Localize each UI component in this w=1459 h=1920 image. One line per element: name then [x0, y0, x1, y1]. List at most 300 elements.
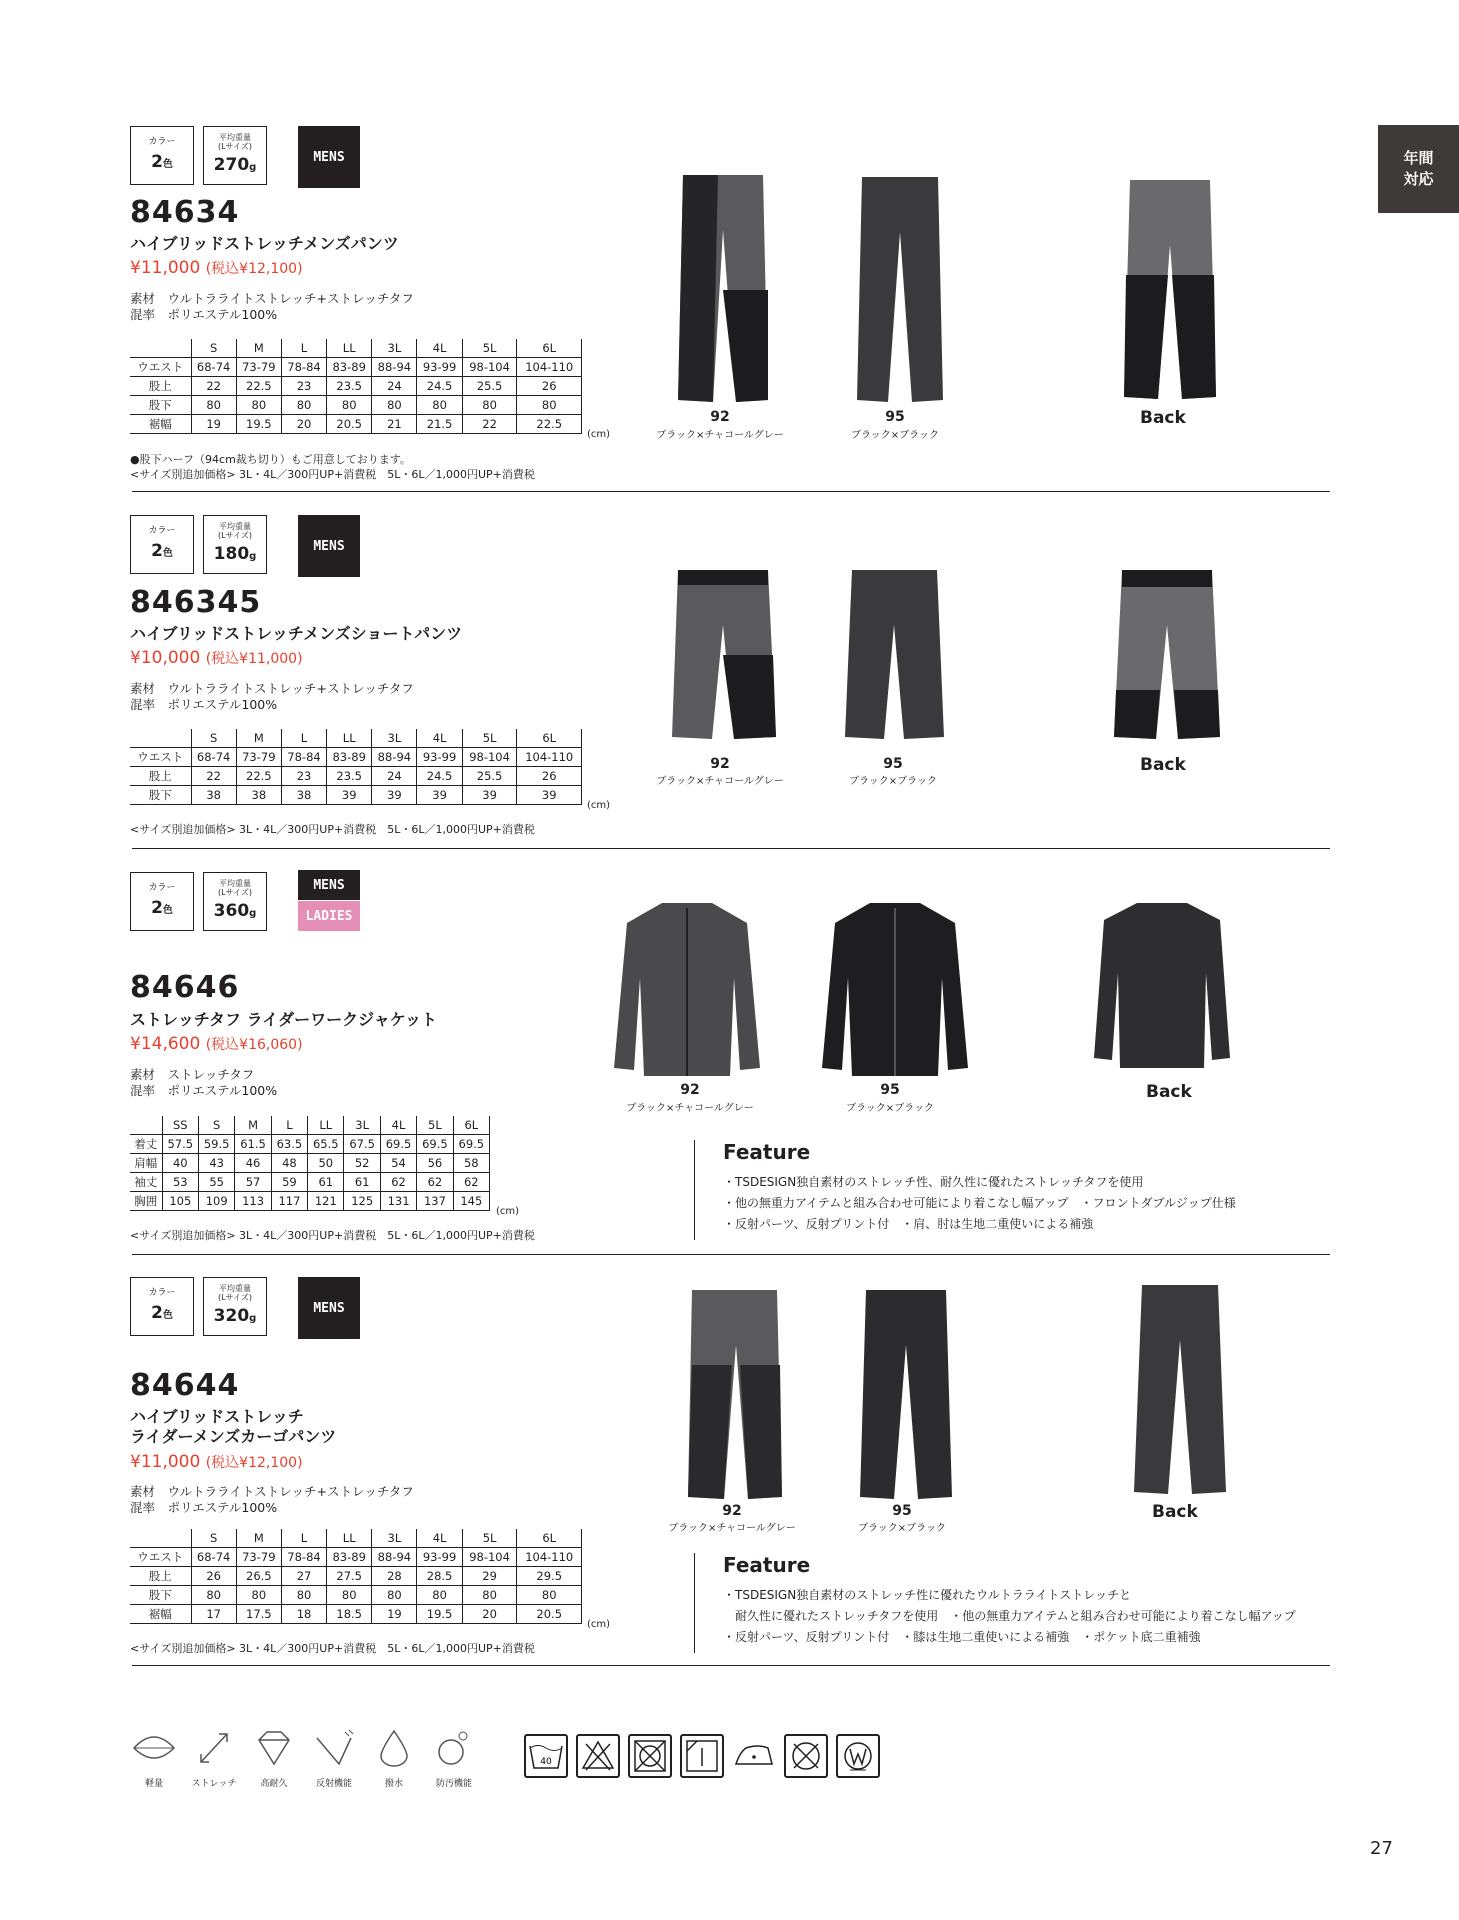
color-count-box — [130, 126, 194, 185]
material-value: ストレッチタフ — [167, 1067, 255, 1082]
size-cell: 22.5 — [517, 415, 582, 434]
size-cell: 28.5 — [417, 1567, 462, 1586]
blend-value: ポリエステル100% — [167, 1083, 278, 1098]
size-cell: 62 — [453, 1173, 489, 1192]
size-cell: 24 — [372, 377, 417, 396]
feature-line: ・TSDESIGN独自素材のストレッチ性、耐久性に優れたストレッチタフを使用 — [723, 1175, 1144, 1189]
size-cell: 93-99 — [417, 358, 462, 377]
price: ¥11,000 — [130, 258, 201, 278]
size-cell: 80 — [327, 396, 372, 415]
size-cell: 19 — [191, 415, 236, 434]
diamond-icon — [244, 1728, 304, 1789]
price-tax: (税込¥12,100) — [205, 1455, 303, 1471]
season-tab — [1378, 125, 1459, 213]
wet-clean-icon — [836, 1734, 880, 1778]
product-code: 84646 — [130, 970, 240, 1005]
size-cell: 61 — [308, 1173, 344, 1192]
size-cell: 59 — [271, 1173, 307, 1192]
size-cell: 39 — [517, 786, 582, 805]
line-dry-shade-icon — [680, 1734, 724, 1778]
row-label: ウエスト — [130, 1548, 191, 1567]
size-cell: 98-104 — [462, 358, 517, 377]
table-row — [130, 1605, 582, 1624]
icon-label: 撥水 — [384, 1779, 403, 1789]
table-row — [130, 358, 582, 377]
wash-temp: 40 — [540, 1757, 552, 1767]
row-label: 着丈 — [130, 1135, 162, 1154]
size-cell: 73-79 — [236, 748, 281, 767]
size-header: 5L — [462, 339, 517, 358]
feature-line: ・他の無重力アイテムと組み合わせ可能により着こなし幅アップ ・フロントダブルジップ仕様 — [723, 1196, 1236, 1210]
feature-line: 耐久性に優れたストレッチタフを使用 ・他の無重力アイテムと組み合わせ可能により着こなし幅アップ — [723, 1609, 1296, 1623]
size-cell: 73-79 — [236, 358, 281, 377]
table-row — [130, 377, 582, 396]
size-cell: 20 — [462, 1605, 517, 1624]
weight-box — [203, 126, 267, 185]
weight-label: 平均重量 — [219, 1284, 251, 1293]
blend-value: ポリエステル100% — [167, 1500, 278, 1515]
material-info — [130, 1484, 414, 1516]
size-cell: 98-104 — [462, 1548, 517, 1567]
size-header: M — [236, 1529, 281, 1548]
price-tax: (税込¥12,100) — [205, 261, 303, 277]
size-cell: 19 — [372, 1605, 417, 1624]
pants-95-image — [850, 172, 950, 410]
row-label: 股上 — [130, 1567, 191, 1586]
size-header: 6L — [517, 1529, 582, 1548]
wash-40-icon — [524, 1734, 568, 1778]
size-cell: 109 — [198, 1192, 234, 1211]
table-corner — [130, 1116, 162, 1135]
back-label: Back — [1140, 408, 1186, 428]
color-name: ブラック×チャコールグレー — [668, 1523, 796, 1534]
size-cell: 57 — [235, 1173, 271, 1192]
weight-size-label: (Lサイズ) — [217, 888, 253, 897]
table-row — [130, 1154, 490, 1173]
size-cell: 104-110 — [517, 748, 582, 767]
size-header: M — [236, 729, 281, 748]
color-num: 95 — [883, 756, 903, 772]
row-label: 袖丈 — [130, 1173, 162, 1192]
color-count-box — [130, 872, 194, 931]
size-cell: 68-74 — [191, 748, 236, 767]
icon-label: ストレッチ — [191, 1779, 237, 1789]
unit-cm: (cm) — [587, 800, 611, 811]
color-name: ブラック×ブラック — [858, 1523, 946, 1534]
size-cell: 46 — [235, 1154, 271, 1173]
feature-title: Feature — [723, 1553, 811, 1577]
product-name: ストレッチタフ ライダーワークジャケット — [130, 1010, 438, 1029]
size-cell: 88-94 — [372, 748, 417, 767]
color-num: 92 — [710, 756, 730, 772]
color-num: 95 — [880, 1082, 900, 1098]
size-cell: 63.5 — [271, 1135, 307, 1154]
size-cell: 58 — [453, 1154, 489, 1173]
blend-label: 混率 — [130, 1083, 156, 1098]
jacket-92-image — [612, 898, 762, 1083]
product-price — [130, 258, 303, 278]
table-corner — [130, 339, 191, 358]
no-dry-clean-icon — [784, 1734, 828, 1778]
table-row — [130, 786, 582, 805]
reflective-icon — [304, 1728, 364, 1789]
color-unit: 色 — [162, 159, 173, 170]
size-cell: 28 — [372, 1567, 417, 1586]
size-cell: 39 — [417, 786, 462, 805]
divider — [132, 1254, 1330, 1255]
weight-label: 平均重量 — [219, 879, 251, 888]
color-name: ブラック×ブラック — [849, 776, 937, 787]
size-cell: 25.5 — [462, 767, 517, 786]
feature-block — [694, 1140, 1236, 1240]
jacket-back-image — [1092, 898, 1232, 1073]
table-row — [130, 1567, 582, 1586]
size-cell: 73-79 — [236, 1548, 281, 1567]
size-cell: 38 — [281, 786, 326, 805]
row-label: ウエスト — [130, 748, 191, 767]
size-cell: 80 — [236, 396, 281, 415]
note-line: <サイズ別追加価格> 3L・4L／300円UP+消費税 5L・6L／1,000円UP+消費税 — [130, 1229, 535, 1242]
size-table — [130, 1116, 490, 1211]
size-cell: 80 — [327, 1586, 372, 1605]
size-cell: 62 — [417, 1173, 453, 1192]
feature-block — [694, 1553, 1296, 1653]
weight-value: 270 — [213, 155, 250, 175]
cargo-95-image — [856, 1285, 956, 1505]
product-name-line2: ライダーメンズカーゴパンツ — [130, 1427, 337, 1446]
weight-value: 180 — [213, 544, 250, 564]
size-cell: 17.5 — [236, 1605, 281, 1624]
size-cell: 29 — [462, 1567, 517, 1586]
blend-value: ポリエステル100% — [167, 697, 278, 712]
season-tab-line2: 対応 — [1403, 170, 1434, 188]
size-cell: 80 — [517, 396, 582, 415]
weight-box — [203, 515, 267, 574]
size-cell: 65.5 — [308, 1135, 344, 1154]
size-cell: 93-99 — [417, 748, 462, 767]
size-cell: 23 — [281, 767, 326, 786]
size-header: S — [198, 1116, 234, 1135]
size-cell: 23.5 — [327, 377, 372, 396]
color-name: ブラック×チャコールグレー — [656, 430, 784, 441]
jacket-95-image — [820, 898, 970, 1083]
unit-cm: (cm) — [587, 429, 611, 440]
color-label: カラー — [148, 526, 176, 536]
size-header: 6L — [517, 729, 582, 748]
size-header: 3L — [344, 1116, 380, 1135]
size-header: L — [281, 1529, 326, 1548]
color-name: ブラック×ブラック — [851, 430, 939, 441]
stretch-icon — [184, 1728, 244, 1789]
size-cell: 24.5 — [417, 377, 462, 396]
size-cell: 18 — [281, 1605, 326, 1624]
size-header: LL — [327, 1529, 372, 1548]
no-tumble-dry-icon — [628, 1734, 672, 1778]
weight-unit: g — [249, 1313, 257, 1324]
price: ¥14,600 — [130, 1034, 201, 1054]
feature-title: Feature — [723, 1140, 811, 1164]
size-cell: 25.5 — [462, 377, 517, 396]
material-value: ウルトラライトストレッチ+ストレッチタフ — [167, 681, 414, 696]
size-cell: 39 — [327, 786, 372, 805]
size-cell: 78-84 — [281, 358, 326, 377]
weight-unit: g — [249, 162, 257, 173]
blend-value: ポリエステル100% — [167, 307, 278, 322]
size-header: 4L — [417, 339, 462, 358]
mens-badge: MENS — [298, 870, 360, 900]
blend-label: 混率 — [130, 697, 156, 712]
product-name: ハイブリッドストレッチメンズショートパンツ — [130, 624, 463, 643]
size-cell: 62 — [380, 1173, 416, 1192]
size-cell: 39 — [462, 786, 517, 805]
size-cell: 26 — [191, 1567, 236, 1586]
size-cell: 52 — [344, 1154, 380, 1173]
row-label: 裾幅 — [130, 415, 191, 434]
size-cell: 53 — [162, 1173, 198, 1192]
table-row — [130, 1173, 490, 1192]
size-cell: 104-110 — [517, 1548, 582, 1567]
color-name: ブラック×チャコールグレー — [656, 776, 784, 787]
divider — [132, 491, 1330, 492]
size-header: 5L — [417, 1116, 453, 1135]
material-info — [130, 681, 414, 713]
no-bleach-icon — [576, 1734, 620, 1778]
material-label: 素材 — [130, 1484, 156, 1499]
shorts-back-image — [1112, 565, 1222, 745]
size-cell: 43 — [198, 1154, 234, 1173]
product-price — [130, 1034, 303, 1054]
divider — [132, 848, 1330, 849]
color-count: 2 — [151, 898, 163, 918]
weight-unit: g — [249, 908, 257, 919]
color-label: カラー — [148, 1288, 176, 1298]
color-count: 2 — [151, 541, 163, 561]
icon-label: 反射機能 — [315, 1779, 352, 1789]
size-header: 3L — [372, 729, 417, 748]
row-label: 股下 — [130, 786, 191, 805]
table-row — [130, 1586, 582, 1605]
material-info — [130, 291, 414, 323]
product-price — [130, 648, 303, 668]
product-name — [130, 1407, 336, 1447]
season-tab-line1: 年間 — [1403, 149, 1434, 167]
row-label: 肩幅 — [130, 1154, 162, 1173]
price: ¥11,000 — [130, 1452, 201, 1472]
feather-icon — [124, 1728, 184, 1789]
size-header: S — [191, 339, 236, 358]
size-cell: 68-74 — [191, 358, 236, 377]
row-label: 裾幅 — [130, 1605, 191, 1624]
size-header: LL — [327, 339, 372, 358]
size-header: 3L — [372, 1529, 417, 1548]
size-notes — [130, 822, 535, 837]
size-cell: 80 — [281, 1586, 326, 1605]
size-table — [130, 339, 582, 434]
size-header: L — [271, 1116, 307, 1135]
icon-label: 軽量 — [144, 1779, 163, 1789]
size-cell: 98-104 — [462, 748, 517, 767]
size-cell: 22 — [191, 377, 236, 396]
product-code: 84634 — [130, 195, 240, 230]
size-cell: 121 — [308, 1192, 344, 1211]
size-cell: 113 — [235, 1192, 271, 1211]
unit-cm: (cm) — [496, 1206, 520, 1217]
size-cell: 68-74 — [191, 1548, 236, 1567]
row-label: 股下 — [130, 1586, 191, 1605]
cargo-92-image — [682, 1285, 787, 1505]
icon-label: 防汚機能 — [435, 1779, 472, 1789]
size-cell: 88-94 — [372, 1548, 417, 1567]
size-table — [130, 1529, 582, 1624]
size-cell: 19.5 — [236, 415, 281, 434]
size-cell: 93-99 — [417, 1548, 462, 1567]
size-cell: 17 — [191, 1605, 236, 1624]
size-cell: 56 — [417, 1154, 453, 1173]
size-cell: 22 — [191, 767, 236, 786]
row-label: 股上 — [130, 377, 191, 396]
material-info — [130, 1067, 277, 1099]
size-header: LL — [308, 1116, 344, 1135]
size-cell: 80 — [372, 396, 417, 415]
table-row — [130, 1548, 582, 1567]
size-header: 3L — [372, 339, 417, 358]
water-drop-icon — [364, 1728, 424, 1789]
price-tax: (税込¥11,000) — [205, 651, 303, 667]
size-cell: 27.5 — [327, 1567, 372, 1586]
size-header: 4L — [417, 729, 462, 748]
price-tax: (税込¥16,060) — [205, 1037, 303, 1053]
table-corner — [130, 729, 191, 748]
size-cell: 69.5 — [417, 1135, 453, 1154]
weight-size-label: (Lサイズ) — [217, 531, 253, 540]
size-cell: 23.5 — [327, 767, 372, 786]
size-cell: 61.5 — [235, 1135, 271, 1154]
color-unit: 色 — [162, 1310, 173, 1321]
size-header: M — [236, 339, 281, 358]
pants-92-image — [668, 170, 773, 410]
size-cell: 80 — [191, 396, 236, 415]
unit-cm: (cm) — [587, 1619, 611, 1630]
color-count: 2 — [151, 1303, 163, 1323]
color-num: 95 — [892, 1503, 912, 1519]
ladies-badge: LADIES — [298, 901, 360, 931]
color-num: 92 — [722, 1503, 742, 1519]
material-label: 素材 — [130, 291, 156, 306]
weight-unit: g — [249, 551, 257, 562]
color-label: カラー — [148, 137, 176, 147]
color-name: ブラック×ブラック — [846, 1103, 934, 1114]
size-cell: 39 — [372, 786, 417, 805]
size-cell: 69.5 — [380, 1135, 416, 1154]
size-cell: 50 — [308, 1154, 344, 1173]
cargo-back-image — [1130, 1280, 1230, 1500]
mens-badge: MENS — [298, 515, 360, 577]
size-cell: 80 — [281, 396, 326, 415]
size-cell: 26 — [517, 377, 582, 396]
note-line: ●股下ハーフ（94cm裁ち切り）もご用意しております。 — [130, 453, 411, 466]
blend-label: 混率 — [130, 307, 156, 322]
size-cell: 137 — [417, 1192, 453, 1211]
row-label: 股上 — [130, 767, 191, 786]
size-cell: 38 — [236, 786, 281, 805]
size-cell: 18.5 — [327, 1605, 372, 1624]
size-cell: 20 — [281, 415, 326, 434]
size-header: S — [191, 729, 236, 748]
size-header: 4L — [380, 1116, 416, 1135]
shorts-95-image — [842, 565, 947, 745]
size-cell: 117 — [271, 1192, 307, 1211]
size-cell: 83-89 — [327, 748, 372, 767]
color-count-box — [130, 1277, 194, 1336]
size-cell: 19.5 — [417, 1605, 462, 1624]
size-cell: 105 — [162, 1192, 198, 1211]
size-header: 4L — [417, 1529, 462, 1548]
size-cell: 59.5 — [198, 1135, 234, 1154]
size-cell: 54 — [380, 1154, 416, 1173]
size-cell: 55 — [198, 1173, 234, 1192]
size-cell: 40 — [162, 1154, 198, 1173]
size-cell: 83-89 — [327, 358, 372, 377]
note-line: <サイズ別追加価格> 3L・4L／300円UP+消費税 5L・6L／1,000円UP+消費税 — [130, 823, 535, 836]
stain-guard-icon — [424, 1728, 484, 1789]
product-code: 84644 — [130, 1368, 240, 1403]
feature-line: ・TSDESIGN独自素材のストレッチ性に優れたウルトラライトストレッチと — [723, 1588, 1132, 1602]
table-row — [130, 415, 582, 434]
size-cell: 26.5 — [236, 1567, 281, 1586]
row-label: 胸囲 — [130, 1192, 162, 1211]
size-header: 5L — [462, 1529, 517, 1548]
size-cell: 21.5 — [417, 415, 462, 434]
size-table — [130, 729, 582, 805]
page-number: 27 — [1370, 1838, 1393, 1859]
size-cell: 20.5 — [517, 1605, 582, 1624]
table-row — [130, 1135, 490, 1154]
iron-low-icon — [732, 1734, 776, 1778]
size-header: S — [191, 1529, 236, 1548]
size-cell: 61 — [344, 1173, 380, 1192]
color-count-box — [130, 515, 194, 574]
size-cell: 80 — [417, 396, 462, 415]
product-code: 846345 — [130, 585, 262, 620]
weight-value: 360 — [213, 901, 250, 921]
row-label: ウエスト — [130, 358, 191, 377]
size-header: 6L — [453, 1116, 489, 1135]
color-num: 95 — [885, 409, 905, 425]
table-row — [130, 748, 582, 767]
product-price — [130, 1452, 303, 1472]
size-cell: 38 — [191, 786, 236, 805]
size-cell: 80 — [236, 1586, 281, 1605]
product-name-line1: ハイブリッドストレッチ — [130, 1407, 304, 1426]
table-row — [130, 1192, 490, 1211]
material-value: ウルトラライトストレッチ+ストレッチタフ — [167, 291, 414, 306]
size-notes — [130, 1641, 535, 1656]
material-value: ウルトラライトストレッチ+ストレッチタフ — [167, 1484, 414, 1499]
feature-line: ・反射パーツ、反射プリント付 ・膝は生地二重使いによる補強 ・ポケット底二重補強 — [723, 1630, 1201, 1644]
row-label: 股下 — [130, 396, 191, 415]
color-name: ブラック×チャコールグレー — [626, 1103, 754, 1114]
color-unit: 色 — [162, 548, 173, 559]
back-label: Back — [1140, 755, 1186, 775]
material-label: 素材 — [130, 681, 156, 696]
mens-badge: MENS — [298, 126, 360, 188]
size-header: 6L — [517, 339, 582, 358]
size-cell: 57.5 — [162, 1135, 198, 1154]
size-cell: 80 — [417, 1586, 462, 1605]
weight-box — [203, 872, 267, 931]
weight-size-label: (Lサイズ) — [217, 1293, 253, 1302]
table-row — [130, 767, 582, 786]
